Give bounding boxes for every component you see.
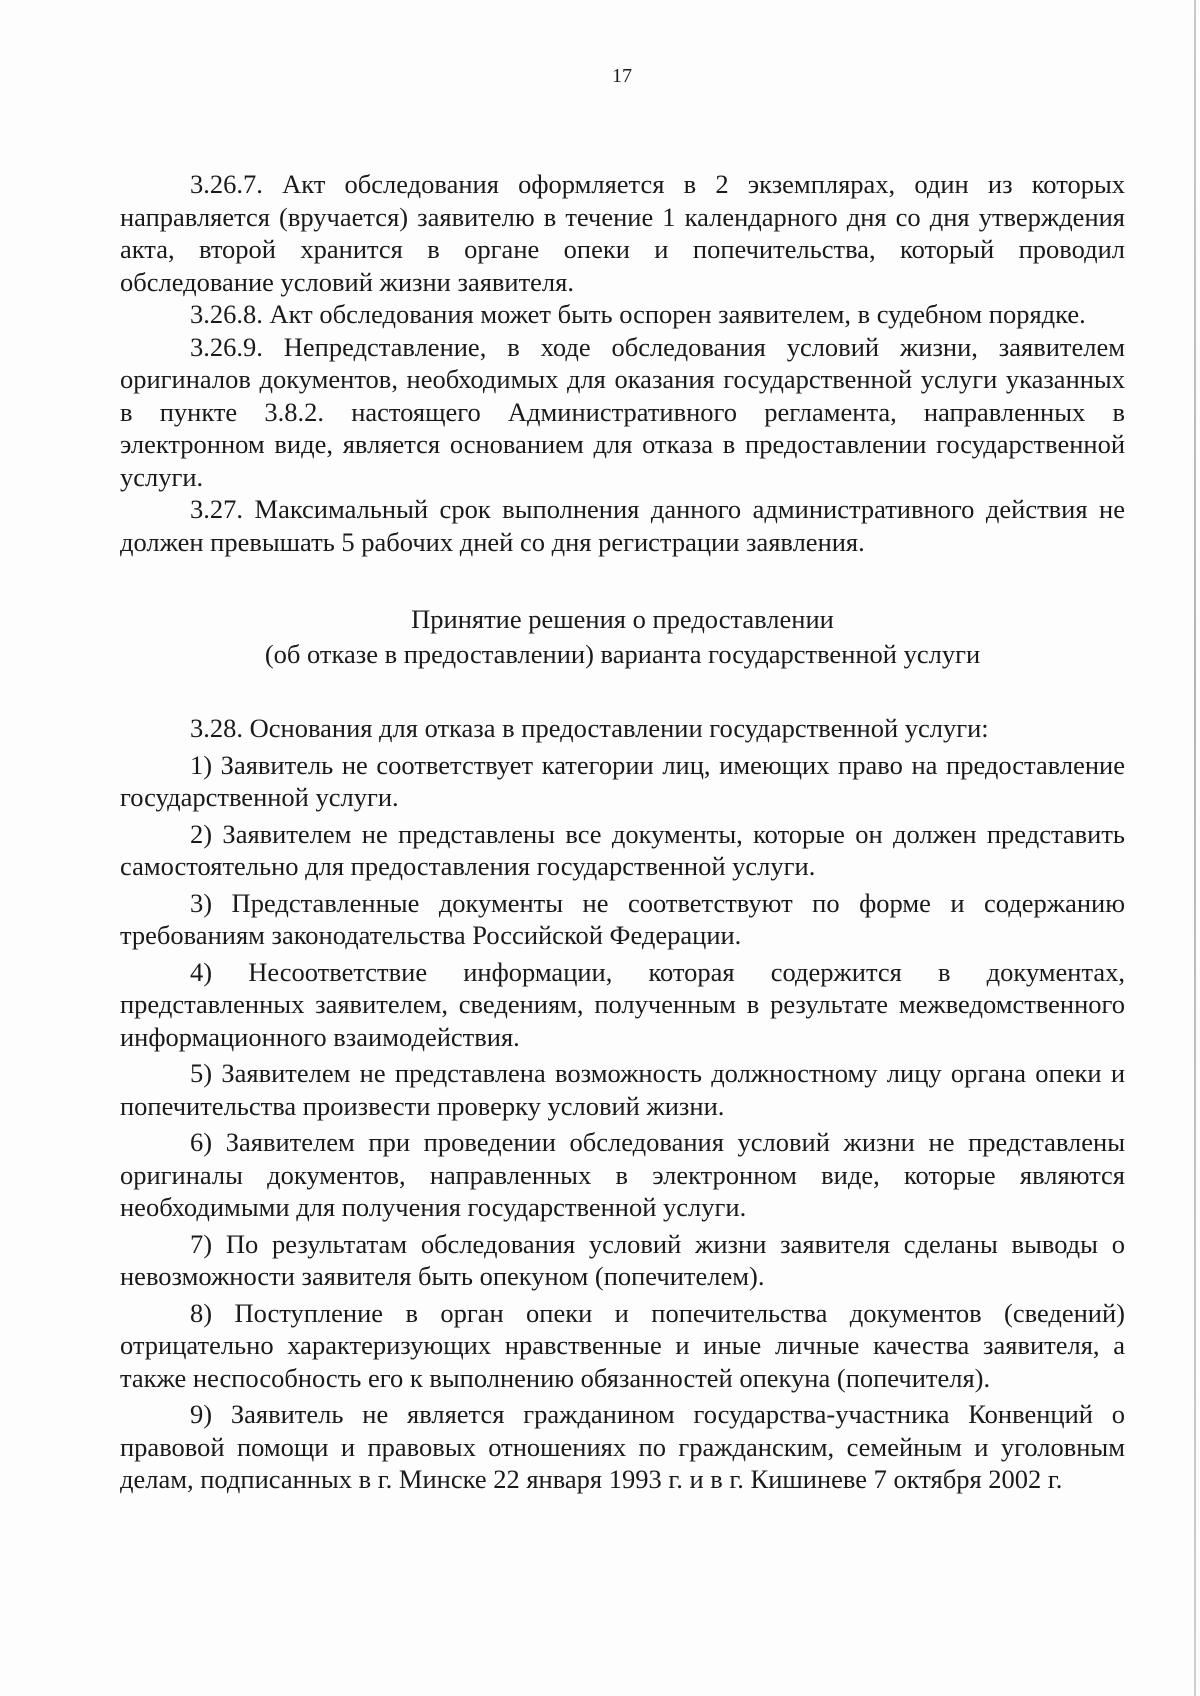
page-number: 17	[612, 65, 632, 87]
paragraph-3-28: 3.28. Основания для отказа в предоставлении государственной услуги:	[190, 713, 989, 743]
list-item-2: 2) Заявителем не представлены все документы, которые он должен представить самостоятельно для предоставления государственной услуги.	[120, 818, 1125, 881]
paragraph-3-27: 3.27. Максимальный срок выполнения данного административного действия не должен превышать 5 рабочих дней со дня регистрации заявления.	[120, 494, 1125, 557]
paragraph-3-26-9: 3.26.9. Непредставление, в ходе обследования условий жизни, заявителем оригиналов документов, необходимых для оказания государственной услуги указанных в пункте 3.8.2. настоящего Административного регламента, направленных в электронном виде, является основанием для отказа в предоставлении государственной услуги.	[120, 331, 1125, 492]
list-item-5: 5) Заявителем не представлена возможность должностному лицу органа опеки и попечительства произвести проверку условий жизни.	[120, 1058, 1125, 1121]
section-heading-line-2: (об отказе в предоставлении) варианта государственной услуги	[264, 639, 981, 669]
document-body	[120, 168, 1125, 1496]
list-item-8: 8) Поступление в орган опеки и попечительства документов (сведений) отрицательно характеризующих нравственные и иные личные качества заявителя, а также неспособность его к выполнению обязанностей опекуна (попечителя).	[120, 1297, 1125, 1393]
list-item-1: 1) Заявитель не соответствует категории лиц, имеющих право на предоставление государственной услуги.	[120, 749, 1125, 812]
section-heading-line-1: Принятие решения о предоставлении	[411, 604, 834, 634]
list-item-9: 9) Заявитель не является гражданином государства-участника Конвенций о правовой помощи и правовых отношениях по гражданским, семейным и уголовным делам, подписанных в г. Минске 22 января 1993 г. и в г. Кишиневе 7 октября 2002 г.	[120, 1399, 1125, 1494]
paragraph-3-26-8: 3.26.8. Акт обследования может быть оспорен заявителем, в судебном порядке.	[190, 299, 1086, 329]
list-item-3: 3) Представленные документы не соответствуют по форме и содержанию требованиям законодательства Российской Федерации.	[120, 887, 1125, 950]
scan-edge-shadow	[1194, 0, 1196, 1696]
list-item-6: 6) Заявителем при проведении обследования условий жизни не представлены оригиналы документов, направленных в электронном виде, которые являются необходимыми для получения государственной услуги.	[120, 1127, 1125, 1222]
list-item-4: 4) Несоответствие информации, которая содержится в документах, представленных заявителем, сведениям, полученным в результате межведомственного информационного взаимодействия.	[120, 956, 1125, 1052]
list-item-7: 7) По результатам обследования условий жизни заявителя сделаны выводы о невозможности заявителя быть опекуном (попечителем).	[120, 1228, 1125, 1291]
section-heading	[120, 602, 1125, 672]
paragraph-3-26-7: 3.26.7. Акт обследования оформляется в 2 экземплярах, один из которых направляется (вручается) заявителю в течение 1 календарного дня со дня утверждения акта, второй хранится в органе опеки и попечительства, который проводил обследование условий жизни заявителя.	[120, 169, 1125, 297]
